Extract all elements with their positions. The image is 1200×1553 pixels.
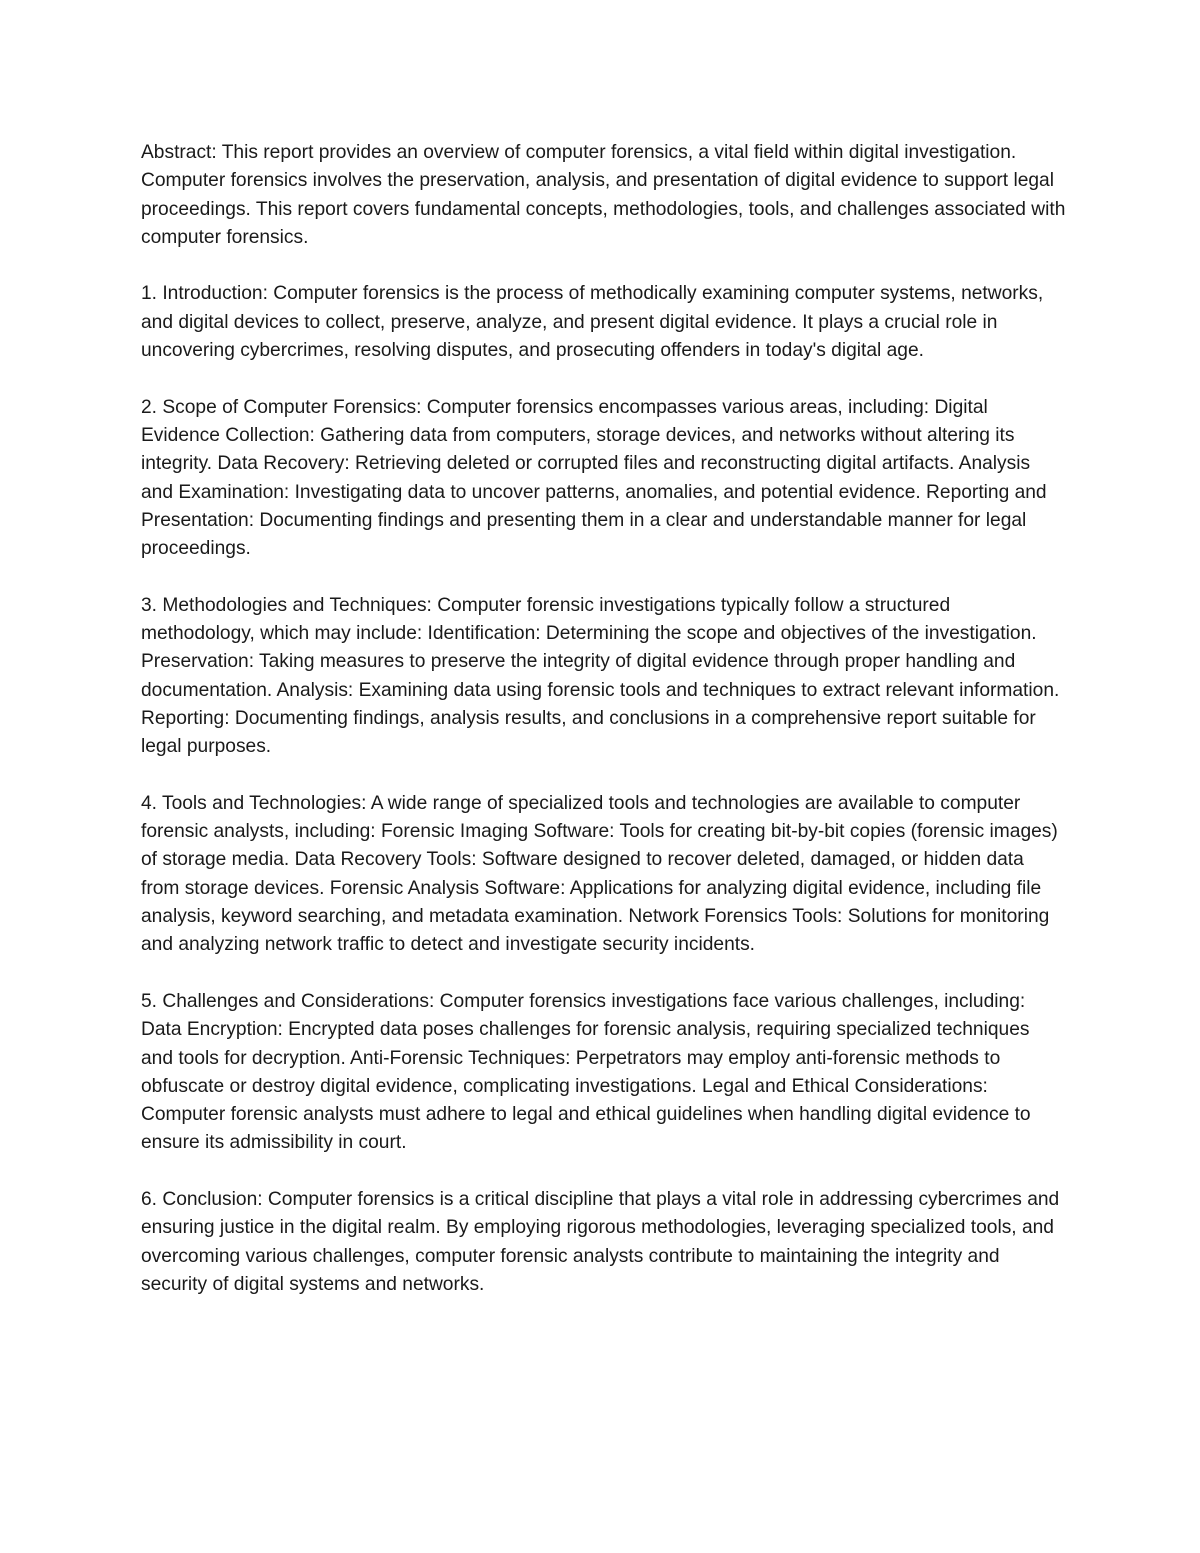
scope-paragraph: 2. Scope of Computer Forensics: Computer forensics encompasses various areas, including: Digital Evidence Collection: Gathering data from computers, storage devices, and networks without altering its integrity. Data Recovery: Retrieving deleted or corrupted files and reconstructing digital artifacts. Analysis and Examination: Investigating data to uncover patterns, anomalies, and potential evidence. Reporting and Presentation: Documenting findings and presenting them in a clear and understandable manner for legal proceedings.	[141, 396, 1047, 560]
conclusion-paragraph: 6. Conclusion: Computer forensics is a critical discipline that plays a vital role in addressing cybercrimes and ensuring justice in the digital realm. By employing rigorous methodologies, leveraging specialized tools, and overcoming various challenges, computer forensic analysts contribute to maintaining the integrity and security of digital systems and networks.	[141, 1188, 1060, 1295]
challenges-paragraph: 5. Challenges and Considerations: Computer forensics investigations face various challenges, including: Data Encryption: Encrypted data poses challenges for forensic analysis, requiring specialized techniques and tools for decryption. Anti-Forensic Techniques: Perpetrators may employ anti-forensic methods to obfuscate or destroy digital evidence, complicating investigations. Legal and Ethical Considerations: Computer forensic analysts must adhere to legal and ethical guidelines when handling digital evidence to ensure its admissibility in court.	[141, 990, 1031, 1154]
document-body	[141, 139, 1066, 1327]
tools-paragraph: 4. Tools and Technologies: A wide range of specialized tools and technologies are available to computer forensic analysts, including: Forensic Imaging Software: Tools for creating bit-by-bit copies (forensic images) of storage media. Data Recovery Tools: Software designed to recover deleted, damaged, or hidden data from storage devices. Forensic Analysis Software: Applications for analyzing digital evidence, including file analysis, keyword searching, and metadata examination. Network Forensics Tools: Solutions for monitoring and analyzing network traffic to detect and investigate security incidents.	[141, 792, 1058, 956]
introduction-paragraph: 1. Introduction: Computer forensics is the process of methodically examining computer systems, networks, and digital devices to collect, preserve, analyze, and present digital evidence. It plays a crucial role in uncovering cybercrimes, resolving disputes, and prosecuting offenders in today's digital age.	[141, 283, 1044, 362]
abstract-paragraph: Abstract: This report provides an overview of computer forensics, a vital field within digital investigation. Computer forensics involves the preservation, analysis, and presentation of digital evidence to support legal proceedings. This report covers fundamental concepts, methodologies, tools, and challenges associated with computer forensics.	[141, 142, 1066, 248]
methodologies-paragraph: 3. Methodologies and Techniques: Computer forensic investigations typically follow a structured methodology, which may include: Identification: Determining the scope and objectives of the investigation. Preservation: Taking measures to preserve the integrity of digital evidence through proper handling and documentation. Analysis: Examining data using forensic tools and techniques to extract relevant information. Reporting: Documenting findings, analysis results, and conclusions in a comprehensive report suitable for legal purposes.	[141, 594, 1060, 758]
